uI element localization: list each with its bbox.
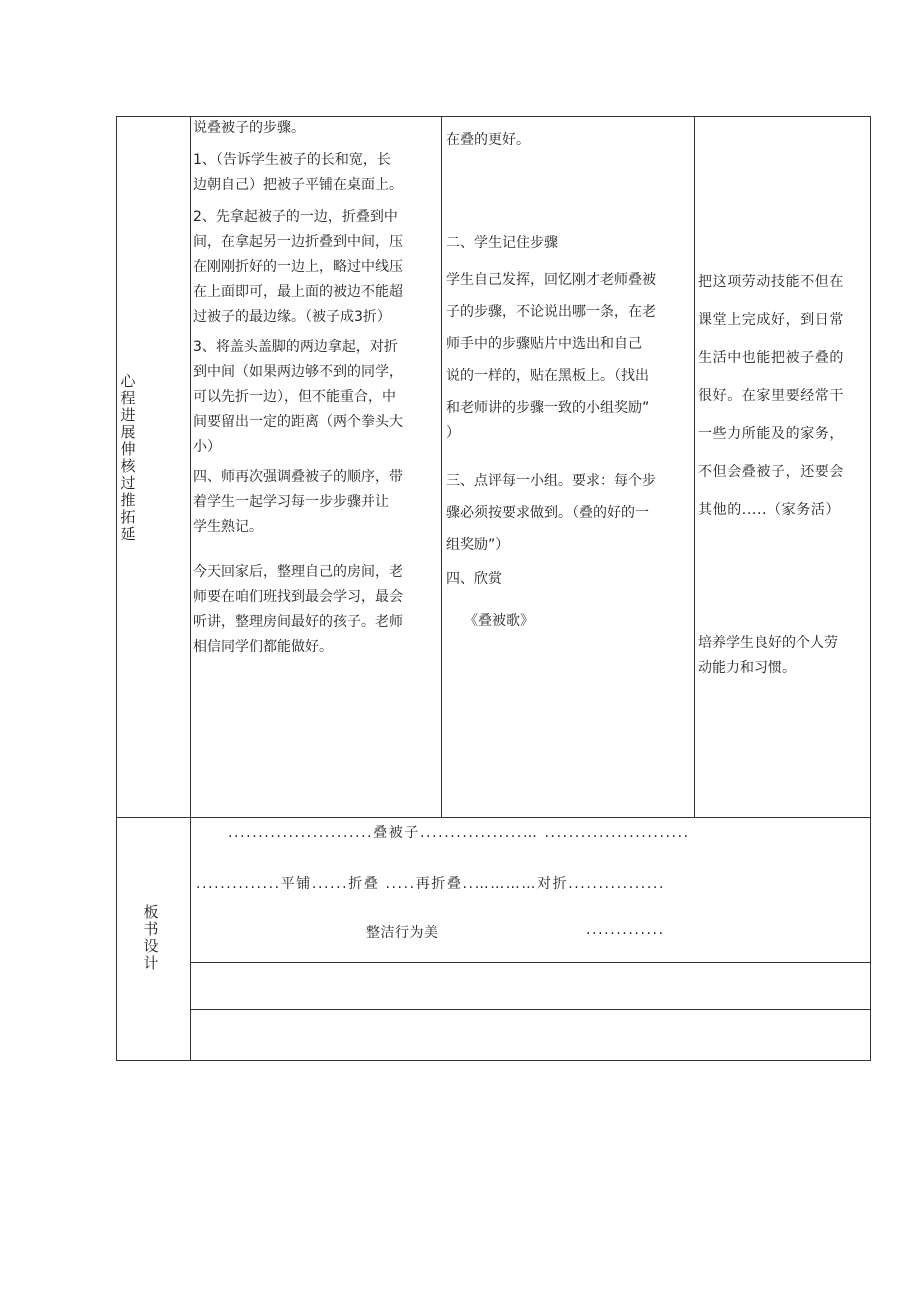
board-design-label: 板书设计 bbox=[143, 903, 159, 972]
col1-col2-divider bbox=[441, 116, 442, 818]
section-divider bbox=[116, 817, 871, 818]
table-border-left bbox=[116, 116, 117, 1061]
design-intent-column bbox=[698, 270, 870, 681]
col2-line: 和老师讲的步骤一致的小组奖励” bbox=[446, 400, 650, 416]
col1-line: 3、将盖头盖脚的两边拿起，对折 bbox=[193, 339, 398, 355]
col3-line: 一些力所能及的家务， bbox=[698, 426, 844, 442]
col3-line: 其他的.....（家务活） bbox=[698, 502, 841, 518]
board-line-3-text: 整洁行为美 bbox=[366, 925, 439, 941]
col1-line: 相信同学们都能做好。 bbox=[193, 639, 333, 655]
board-line-2: ..............平铺......折叠 .....再折叠..…………对折................ bbox=[196, 876, 666, 892]
student-activity-column bbox=[446, 128, 692, 634]
col1-line: 2、先拿起被子的一边，折叠到中 bbox=[193, 209, 398, 225]
col1-line: 间，在拿起另一边折叠到中间，压 bbox=[193, 234, 403, 250]
table-border-bottom bbox=[116, 1060, 871, 1061]
col2-line: 骤必须按要求做到。（叠的好的一 bbox=[446, 505, 649, 521]
label-column-divider bbox=[190, 116, 191, 1061]
teacher-activity-column bbox=[193, 116, 440, 660]
col2-line: 子的步骤，不论说出哪一条，在老 bbox=[446, 304, 656, 320]
col2-line: 二、学生记住步骤 bbox=[446, 235, 558, 251]
col3-line: 动能力和习惯。 bbox=[698, 660, 796, 676]
table-border-right bbox=[870, 116, 871, 1061]
col1-line: 在刚刚折好的一边上，略过中线压 bbox=[193, 259, 403, 275]
col2-line: 组奖励”） bbox=[446, 537, 510, 553]
col1-line: 今天回家后，整理自己的房间，老 bbox=[193, 564, 403, 580]
board-line-1: ........................叠被子.................… ........................ bbox=[228, 825, 690, 841]
col2-col3-divider bbox=[694, 116, 695, 818]
col1-line: 说叠被子的步骤。 bbox=[193, 120, 305, 136]
board-line-3-dots: ............. bbox=[586, 922, 665, 938]
col2-line: 四、欣赏 bbox=[446, 571, 502, 587]
board-row-divider-2 bbox=[190, 1009, 871, 1010]
col2-line: ） bbox=[446, 425, 460, 441]
col1-line: 间要留出一定的距离（两个拳头大 bbox=[193, 414, 403, 430]
col2-line: 说的一样的，贴在黑板上。（找出 bbox=[446, 368, 649, 384]
col3-line: 培养学生良好的个人劳 bbox=[698, 635, 838, 651]
col1-line: 可以先折一边），但不能重合，中 bbox=[193, 389, 396, 405]
col2-line: 三、点评每一小组。要求：每个步 bbox=[446, 473, 656, 489]
board-row-divider-1 bbox=[190, 962, 871, 963]
col3-line: 把这项劳动技能不但在 bbox=[698, 274, 844, 290]
col2-line: 学生自己发挥，回忆刚才老师叠被 bbox=[446, 272, 656, 288]
col1-line: 学生熟记。 bbox=[193, 519, 263, 535]
col1-line: 听讲，整理房间最好的孩子。老师 bbox=[193, 614, 403, 630]
col1-line: 过被子的最边缘。（被子成3折） bbox=[193, 309, 391, 325]
col1-line: 1、（告诉学生被子的长和宽，长 bbox=[193, 152, 391, 168]
process-section-label: 心程进展伸核过推拓延 bbox=[120, 372, 136, 543]
col1-line: 四、师再次强调叠被子的顺序，带 bbox=[193, 469, 403, 485]
col1-line: 着学生一起学习每一步步骤并让 bbox=[193, 494, 389, 510]
col3-line: 生活中也能把被子叠的 bbox=[698, 350, 844, 366]
song-title: 《叠被歌》 bbox=[464, 613, 534, 629]
col1-line: 在上面即可，最上面的被边不能超 bbox=[193, 284, 403, 300]
col1-line: 到中间（如果两边够不到的同学， bbox=[193, 364, 403, 380]
col3-line: 不但会叠被子，还要会 bbox=[698, 464, 844, 480]
col1-line: 小） bbox=[193, 439, 221, 455]
col1-line: 师要在咱们班找到最会学习，最会 bbox=[193, 589, 403, 605]
col3-line: 很好。在家里要经常干 bbox=[698, 388, 844, 404]
col2-line: 师手中的步骤贴片中选出和自己 bbox=[446, 336, 642, 352]
col2-line: 在叠的更好。 bbox=[446, 132, 530, 148]
col1-line: 边朝自己）把被子平铺在桌面上。 bbox=[193, 177, 403, 193]
col3-line: 课堂上完成好，到日常 bbox=[698, 312, 844, 328]
